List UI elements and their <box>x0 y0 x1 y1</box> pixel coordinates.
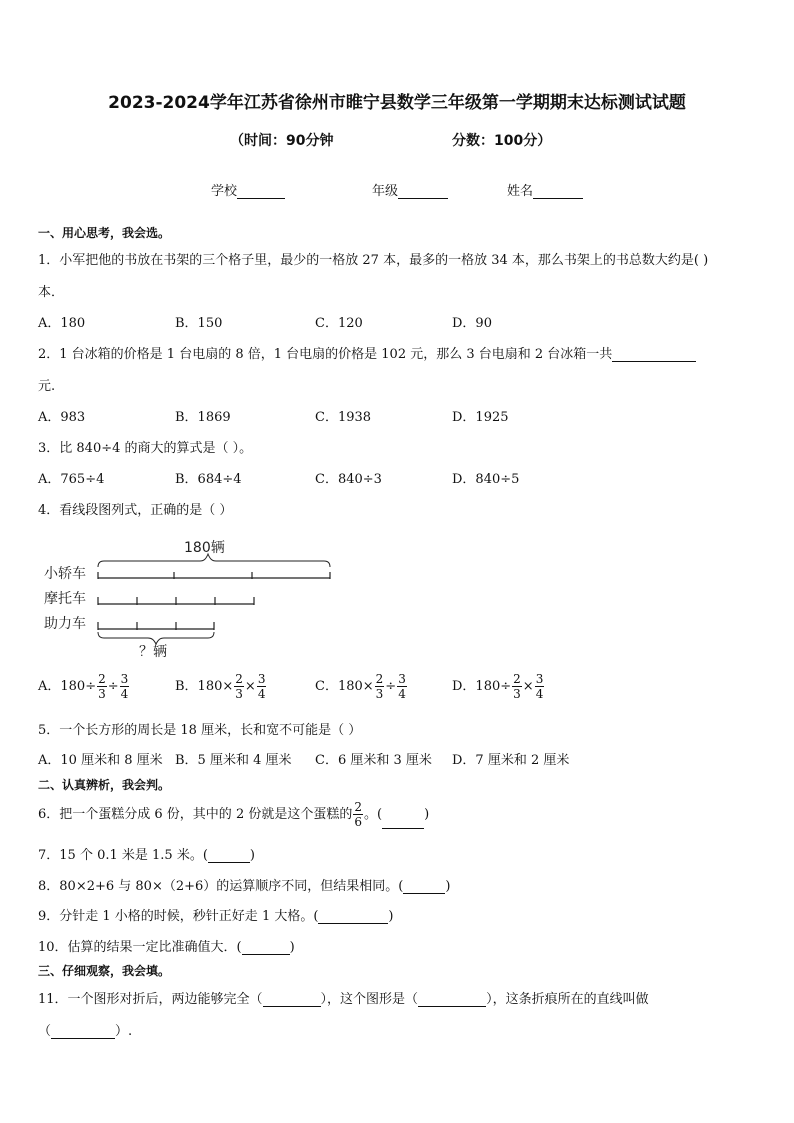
q4-d-prefix: D．180÷ <box>452 679 512 694</box>
q3-option-b[interactable]: B．684÷4 <box>175 472 242 487</box>
q4-b-prefix: B．180× <box>175 679 234 694</box>
q8-text <box>38 875 450 894</box>
row-label-moped: 助力车 <box>44 616 86 632</box>
name-blank[interactable] <box>533 185 583 199</box>
fraction-denominator: 4 <box>398 687 406 701</box>
q3-text: 3．比 840÷4 的商大的算式是（ ）。 <box>38 441 253 456</box>
fraction-numerator: 2 <box>235 672 243 686</box>
q4-option-b[interactable] <box>175 672 267 701</box>
q1-option-a[interactable]: A．180 <box>38 316 86 331</box>
fraction-denominator: 4 <box>120 687 129 701</box>
q2-text-main: 2．1 台冰箱的价格是 1 台电扇的 8 倍，1 台电扇的价格是 102 元，那么 3 台电扇和 2 台冰箱一共 <box>38 347 613 362</box>
q2-text <box>38 343 696 362</box>
q4-option-d[interactable] <box>452 672 545 701</box>
q4-a-prefix: A．180÷ <box>38 679 97 694</box>
q11-text <box>38 988 649 1007</box>
q3-option-c[interactable]: C．840÷3 <box>315 472 382 487</box>
section-3-heading: 三、仔细观察，我会填。 <box>38 964 171 978</box>
q9-text <box>38 905 394 924</box>
q6-answer-blank[interactable] <box>382 815 424 829</box>
unknown-brace <box>98 632 214 644</box>
q4-option-c[interactable] <box>315 672 408 701</box>
q6-paren-close: ) <box>424 807 430 822</box>
q1-option-b[interactable]: B．150 <box>175 316 223 331</box>
q7-text <box>38 844 255 863</box>
q11-paren-close: ）. <box>115 1024 133 1039</box>
fraction <box>535 672 545 701</box>
fraction-numerator: 3 <box>257 672 266 686</box>
moped-segment <box>98 622 214 630</box>
q1-text: 1．小军把他的书放在书架的三个格子里，最少的一格放 27 本，最多的一格放 34 本，那么书架上的书总数大约是( ) <box>38 253 709 268</box>
q3-option-a[interactable]: A．765÷4 <box>38 472 105 487</box>
fraction-numerator: 3 <box>535 672 544 686</box>
q8-text-main: 8．80×2+6 与 80×（2+6）的运算顺序不同，但结果相同。( <box>38 879 404 894</box>
fraction <box>375 672 385 701</box>
fraction <box>353 800 363 829</box>
q10-text-main: 10．估算的结果一定比准确值大．( <box>38 940 242 955</box>
fraction <box>257 672 267 701</box>
q1-option-d[interactable]: D．90 <box>452 316 492 331</box>
total-label: 180辆 <box>184 540 225 556</box>
grade-label: 年级 <box>372 184 399 199</box>
q11-text-part2: ），这个图形是（ <box>320 992 419 1007</box>
school-blank[interactable] <box>237 185 285 199</box>
q11-blank-2[interactable] <box>418 993 486 1007</box>
fraction-denominator: 3 <box>375 687 384 701</box>
row-label-motorcycle: 摩托车 <box>44 591 86 607</box>
q6-paren-open: 。( <box>363 807 383 822</box>
q2-option-b[interactable]: B．1869 <box>175 410 231 425</box>
q5-text: 5．一个长方形的周长是 18 厘米，长和宽不可能是（ ） <box>38 723 362 738</box>
fraction-numerator: 2 <box>375 672 384 686</box>
exam-score: 分数：100分） <box>452 133 552 149</box>
q5-option-a[interactable]: A．10 厘米和 8 厘米 <box>38 753 163 768</box>
q6-text-main: 6．把一个蛋糕分成 6 份，其中的 2 份就是这个蛋糕的 <box>38 807 353 822</box>
fraction <box>97 672 107 701</box>
q5-option-c[interactable]: C．6 厘米和 3 厘米 <box>315 753 432 768</box>
q4-c-prefix: C．180× <box>315 679 374 694</box>
operator: × <box>244 679 256 694</box>
q11-blank-3[interactable] <box>51 1025 115 1039</box>
line-segment-diagram <box>36 532 346 664</box>
q10-text <box>38 936 295 955</box>
motorcycle-segment <box>98 597 254 605</box>
grade-field <box>372 180 448 199</box>
q1-option-c[interactable]: C．120 <box>315 316 363 331</box>
q2-option-c[interactable]: C．1938 <box>315 410 372 425</box>
fraction <box>120 672 130 701</box>
q2-option-d[interactable]: D．1925 <box>452 410 509 425</box>
section-1-heading: 一、用心思考，我会选。 <box>38 226 171 240</box>
q4-text: 4．看线段图列式，正确的是（ ） <box>38 503 233 518</box>
fraction-denominator: 6 <box>354 815 362 829</box>
fraction-numerator: 3 <box>120 672 129 686</box>
q9-text-main: 9．分针走 1 小格的时候，秒针正好走 1 大格。( <box>38 909 319 924</box>
q2-text-cont: 元. <box>38 379 56 394</box>
q7-answer-blank[interactable] <box>208 849 250 863</box>
exam-time: （时间：90分钟 <box>230 133 334 149</box>
q5-option-b[interactable]: B．5 厘米和 4 厘米 <box>175 753 292 768</box>
fraction-numerator: 2 <box>513 672 521 686</box>
operator: ÷ <box>385 679 397 694</box>
q11-text-part1: 11．一个图形对折后，两边能够完全（ <box>38 992 263 1007</box>
q2-option-a[interactable]: A．983 <box>38 410 86 425</box>
q8-answer-blank[interactable] <box>403 880 445 894</box>
q10-answer-blank[interactable] <box>242 941 290 955</box>
q9-answer-blank[interactable] <box>318 910 388 924</box>
fraction-numerator: 2 <box>98 672 106 686</box>
q3-option-d[interactable]: D．840÷5 <box>452 472 520 487</box>
name-label: 姓名 <box>507 184 534 199</box>
fraction <box>512 672 522 701</box>
name-field <box>507 180 583 199</box>
operator: ÷ <box>107 679 119 694</box>
fraction-numerator: 3 <box>398 672 406 686</box>
q11-text-cont <box>38 1020 132 1039</box>
fraction <box>234 672 244 701</box>
fraction-numerator: 2 <box>354 800 362 814</box>
q4-option-a[interactable] <box>38 672 130 701</box>
section-2-heading: 二、认真辨析，我会判。 <box>38 778 171 792</box>
fraction-denominator: 3 <box>235 687 243 701</box>
q5-option-d[interactable]: D．7 厘米和 2 厘米 <box>452 753 570 768</box>
school-label: 学校 <box>211 184 238 199</box>
q9-paren-close: ) <box>388 909 394 924</box>
fraction-denominator: 4 <box>535 687 544 701</box>
q10-paren-close: ) <box>289 940 295 955</box>
q11-blank-1[interactable] <box>263 993 321 1007</box>
q11-paren-open: （ <box>38 1024 52 1039</box>
unknown-label: ？辆 <box>139 644 167 660</box>
q7-text-main: 7．15 个 0.1 米是 1.5 米。( <box>38 848 208 863</box>
page-title: 2023-2024学年江苏省徐州市睢宁县数学三年级第一学期期末达标测试试题 <box>108 93 686 113</box>
operator: × <box>522 679 534 694</box>
school-field <box>211 180 285 199</box>
q1-text-cont: 本． <box>38 285 65 300</box>
q11-text-part3: ），这条折痕所在的直线叫做 <box>486 992 649 1007</box>
fraction-denominator: 3 <box>98 687 106 701</box>
q7-paren-close: ) <box>249 848 255 863</box>
q8-paren-close: ) <box>445 879 451 894</box>
car-segment <box>98 572 330 579</box>
grade-blank[interactable] <box>398 185 448 199</box>
q2-answer-blank[interactable] <box>612 348 696 362</box>
row-label-car: 小轿车 <box>44 566 86 582</box>
q6-text <box>38 800 429 829</box>
fraction-denominator: 3 <box>513 687 521 701</box>
fraction <box>397 672 407 701</box>
fraction-denominator: 4 <box>257 687 266 701</box>
